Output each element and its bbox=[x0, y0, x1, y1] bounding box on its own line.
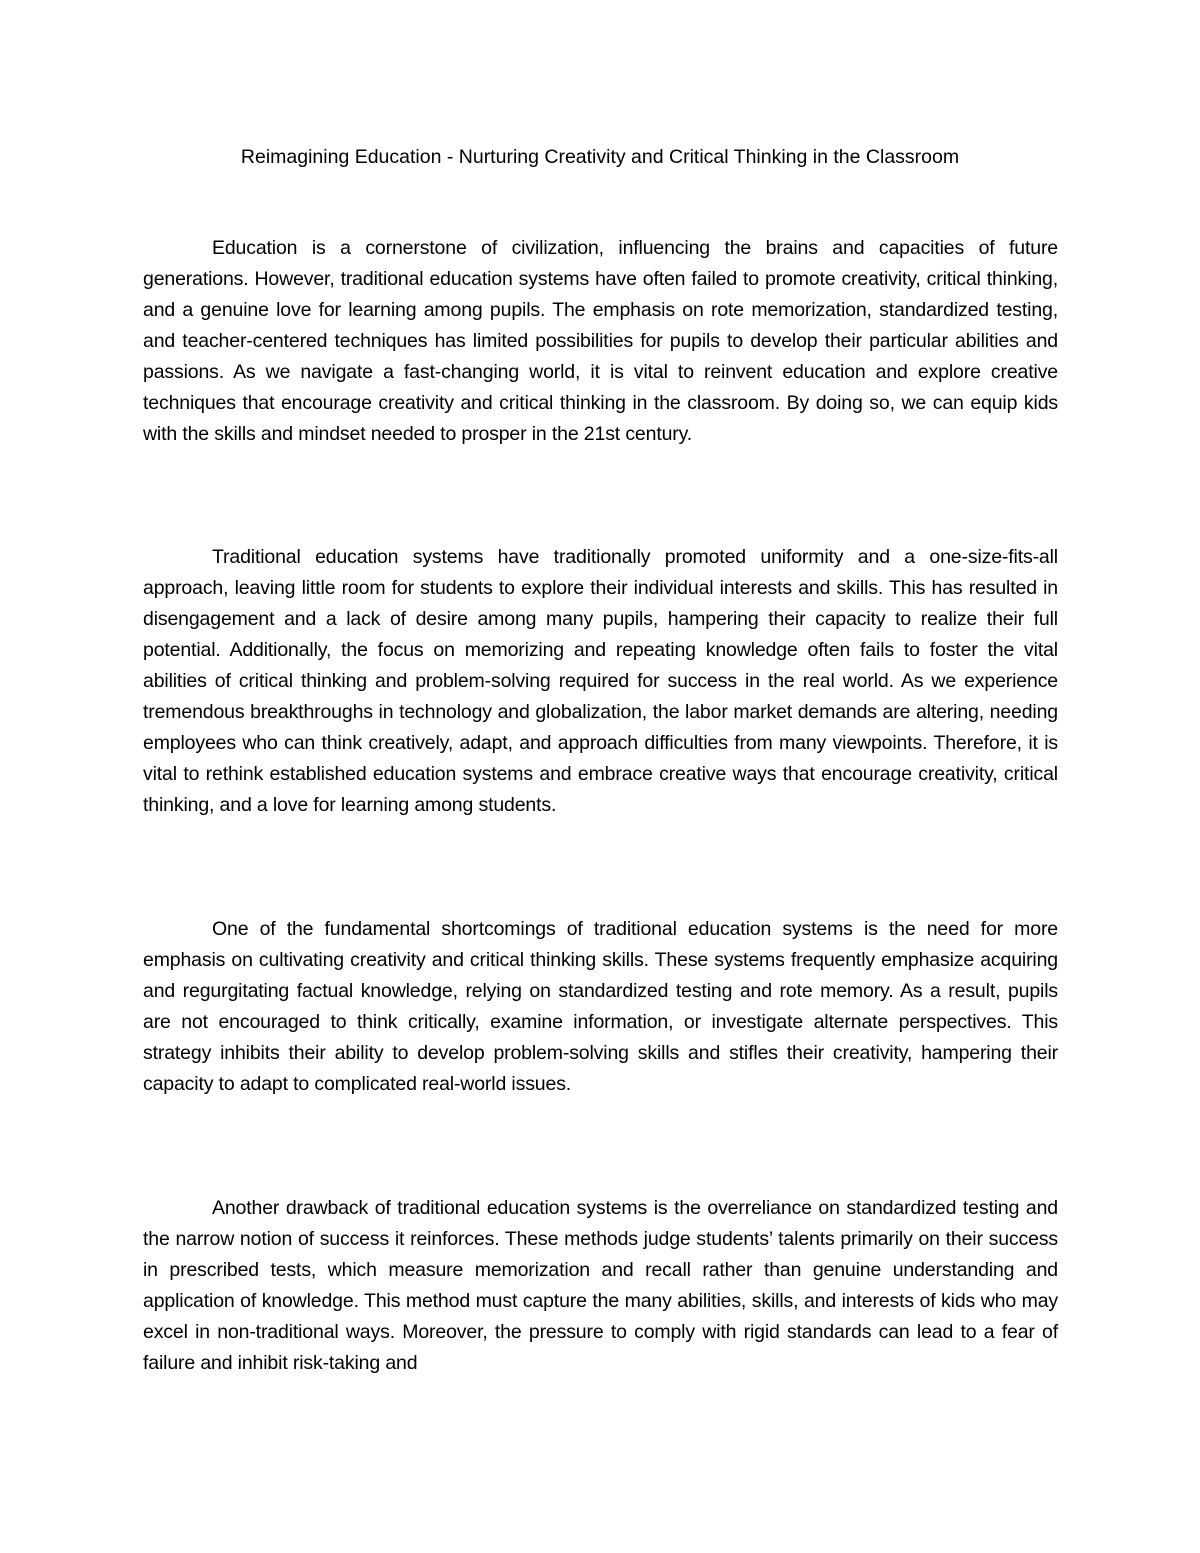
document-title: Reimagining Education - Nurturing Creativity and Critical Thinking in the Classroom bbox=[240, 146, 960, 168]
paragraph-2: Traditional education systems have traditionally promoted uniformity and a one-size-fits-all approach, leaving little room for students to explore their individual interests and skills. This has resulted in disengagement and a lack of desire among many pupils, hampering their capacity to realize their full potential. Additionally, the focus on memorizing and repeating knowledge often fails to foster the vital abilities of critical thinking and problem-solving required for success in the real world. As we experience tremendous breakthroughs in technology and globalization, the labor market demands are altering, needing employees who can think creatively, adapt, and approach difficulties from many viewpoints. Therefore, it is vital to rethink established education systems and embrace creative ways that encourage creativity, critical thinking, and a love for learning among students. bbox=[143, 546, 1058, 816]
paragraph-1: Education is a cornerstone of civilization, influencing the brains and capacities of future generations. However, traditional education systems have often failed to promote creativity, critical thinking, and a genuine love for learning among pupils. The emphasis on rote memorization, standardized testing, and teacher-centered techniques has limited possibilities for pupils to develop their particular abilities and passions. As we navigate a fast-changing world, it is vital to reinvent education and explore creative techniques that encourage creativity and critical thinking in the classroom. By doing so, we can equip kids with the skills and mindset needed to prosper in the 21st century. bbox=[143, 237, 1058, 445]
paragraph-4: Another drawback of traditional education systems is the overreliance on standardized testing and the narrow notion of success it reinforces. These methods judge students’ talents primarily on their success in prescribed tests, which measure memorization and recall rather than genuine understanding and application of knowledge. This method must capture the many abilities, skills, and interests of kids who may excel in non-traditional ways. Moreover, the pressure to comply with rigid standards can lead to a fear of failure and inhibit risk-taking and bbox=[143, 1197, 1058, 1374]
paragraph-3: One of the fundamental shortcomings of traditional education systems is the need for more emphasis on cultivating creativity and critical thinking skills. These systems frequently emphasize acquiring and regurgitating factual knowledge, relying on standardized testing and rote memory. As a result, pupils are not encouraged to think critically, examine information, or investigate alternate perspectives. This strategy inhibits their ability to develop problem-solving skills and stifles their creativity, hampering their capacity to adapt to complicated real-world issues. bbox=[143, 918, 1058, 1095]
